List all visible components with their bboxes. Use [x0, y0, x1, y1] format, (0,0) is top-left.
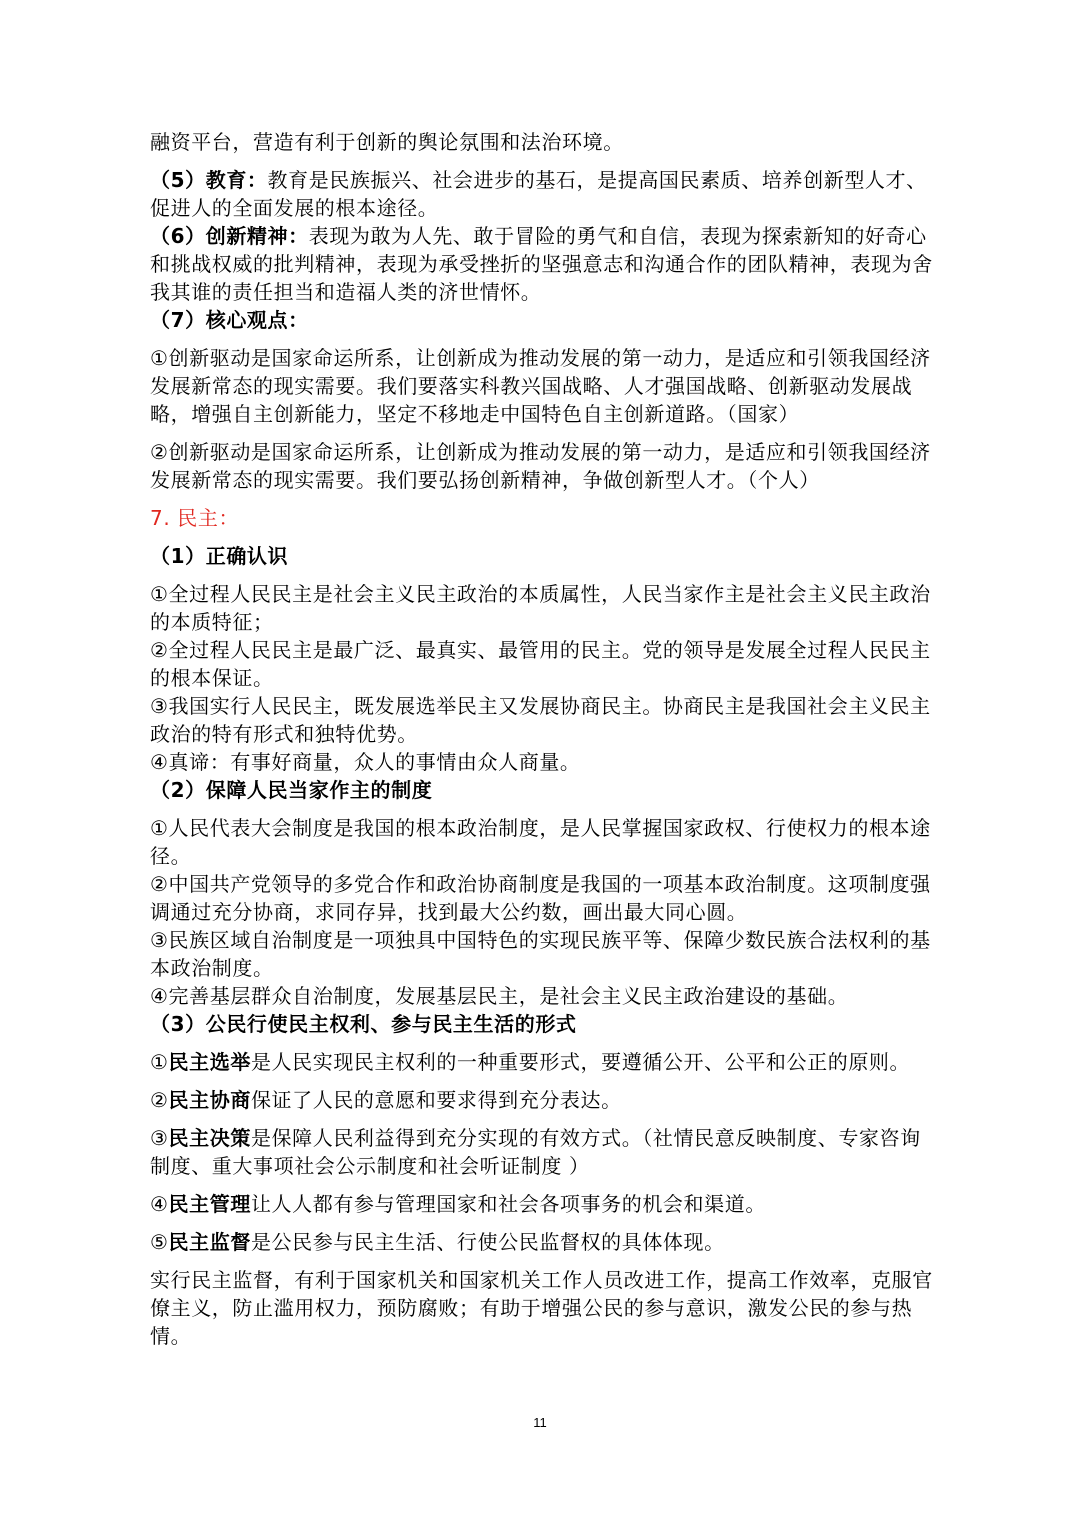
list-item: [150, 1048, 940, 1076]
paragraph: ②创新驱动是国家命运所系，让创新成为推动发展的第一动力，是适应和引领我国经济发展新常态的现实需要。我们要弘扬创新精神，争做创新型人才。（个人）: [150, 440, 931, 492]
term: 民主选举: [168, 1050, 251, 1074]
text: 保证了人民的意愿和要求得到充分表达。: [250, 1088, 622, 1112]
list-item: ④真谛：有事好商量，众人的事情由众人商量。: [150, 750, 581, 774]
list-item: [150, 1228, 940, 1256]
subheading: （3）公民行使民主权利、参与民主生活的形式: [150, 1012, 577, 1036]
item-number: ⑤: [150, 1230, 169, 1254]
item-number: ②: [150, 1088, 169, 1112]
text: 是人民实现民主权利的一种重要形式，要遵循公开、公平和公正的原则。: [250, 1050, 911, 1074]
list-item: ③民族区域自治制度是一项独具中国特色的实现民族平等、保障少数民族合法权利的基本政治制度。: [150, 928, 931, 980]
term: 民主管理: [168, 1192, 251, 1216]
document-body: [150, 128, 940, 1350]
heading-core-views: （7）核心观点：: [150, 308, 309, 332]
list-item: ③我国实行人民民主，既发展选举民主又发展协商民主。协商民主是我国社会主义民主政治的特有形式和独特优势。: [150, 694, 931, 746]
term: 民主协商: [168, 1088, 251, 1112]
list-item: ②全过程人民民主是最广泛、最真实、最管用的民主。党的领导是发展全过程人民民主的根本保证。: [150, 638, 931, 690]
term: 民主决策: [168, 1126, 251, 1150]
list-item: [150, 1124, 940, 1180]
text: 表现为敢为人先、敢于冒险的勇气和自信，表现为探索新知的好奇心和挑战权威的批判精神，表现为承受挫折的坚强意志和沟通合作的团队精神，表现为舍我其谁的责任担当和造福人类的济世情怀。: [150, 224, 933, 304]
heading-innovation-spirit: （6）创新精神：: [150, 224, 309, 248]
subheading: （1）正确认识: [150, 544, 289, 568]
list-item: ②中国共产党领导的多党合作和政治协商制度是我国的一项基本政治制度。这项制度强调通过充分协商，求同存异，找到最大公约数，画出最大同心圆。: [150, 872, 931, 924]
list-item: ①人民代表大会制度是我国的根本政治制度，是人民掌握国家政权、行使权力的根本途径。: [150, 816, 931, 868]
term: 民主监督: [168, 1230, 251, 1254]
paragraph: 融资平台，营造有利于创新的舆论氛围和法治环境。: [150, 130, 624, 154]
item-number: ①: [150, 1050, 169, 1074]
paragraph: 实行民主监督，有利于国家机关和国家机关工作人员改进工作，提高工作效率，克服官僚主义，防止滥用权力，预防腐败；有助于增强公民的参与意识，激发公民的参与热情。: [150, 1268, 933, 1348]
item-number: ③: [150, 1126, 169, 1150]
text: 是保障人民利益得到充分实现的有效方式。（社情民意反映制度、专家咨询制度、重大事项社会公示制度和社会听证制度 ）: [150, 1126, 921, 1178]
subheading: （2）保障人民当家作主的制度: [150, 778, 433, 802]
text: 是公民参与民主生活、行使公民监督权的具体体现。: [250, 1230, 725, 1254]
list-item: ①全过程人民民主是社会主义民主政治的本质属性，人民当家作主是社会主义民主政治的本质特征；: [150, 582, 931, 634]
list-item: [150, 1086, 940, 1114]
text: 让人人都有参与管理国家和社会各项事务的机会和渠道。: [250, 1192, 766, 1216]
paragraph-education: [150, 166, 940, 222]
paragraph-innovation-spirit: [150, 222, 940, 306]
item-number: ④: [150, 1192, 169, 1216]
page-number: 11: [533, 1415, 547, 1430]
section-heading-democracy: 7. 民主：: [150, 506, 240, 530]
paragraph: ①创新驱动是国家命运所系，让创新成为推动发展的第一动力，是适应和引领我国经济发展新常态的现实需要。我们要落实科教兴国战略、人才强国战略、创新驱动发展战略，增强自主创新能力，坚定不移地走中国特色自主创新道路。（国家）: [150, 346, 931, 426]
list-item: [150, 1190, 940, 1218]
list-item: ④完善基层群众自治制度，发展基层民主，是社会主义民主政治建设的基础。: [150, 984, 849, 1008]
heading-education: （5）教育：: [150, 168, 268, 192]
text: 教育是民族振兴、社会进步的基石，是提高国民素质、培养创新型人才、促进人的全面发展的根本途径。: [150, 168, 927, 220]
